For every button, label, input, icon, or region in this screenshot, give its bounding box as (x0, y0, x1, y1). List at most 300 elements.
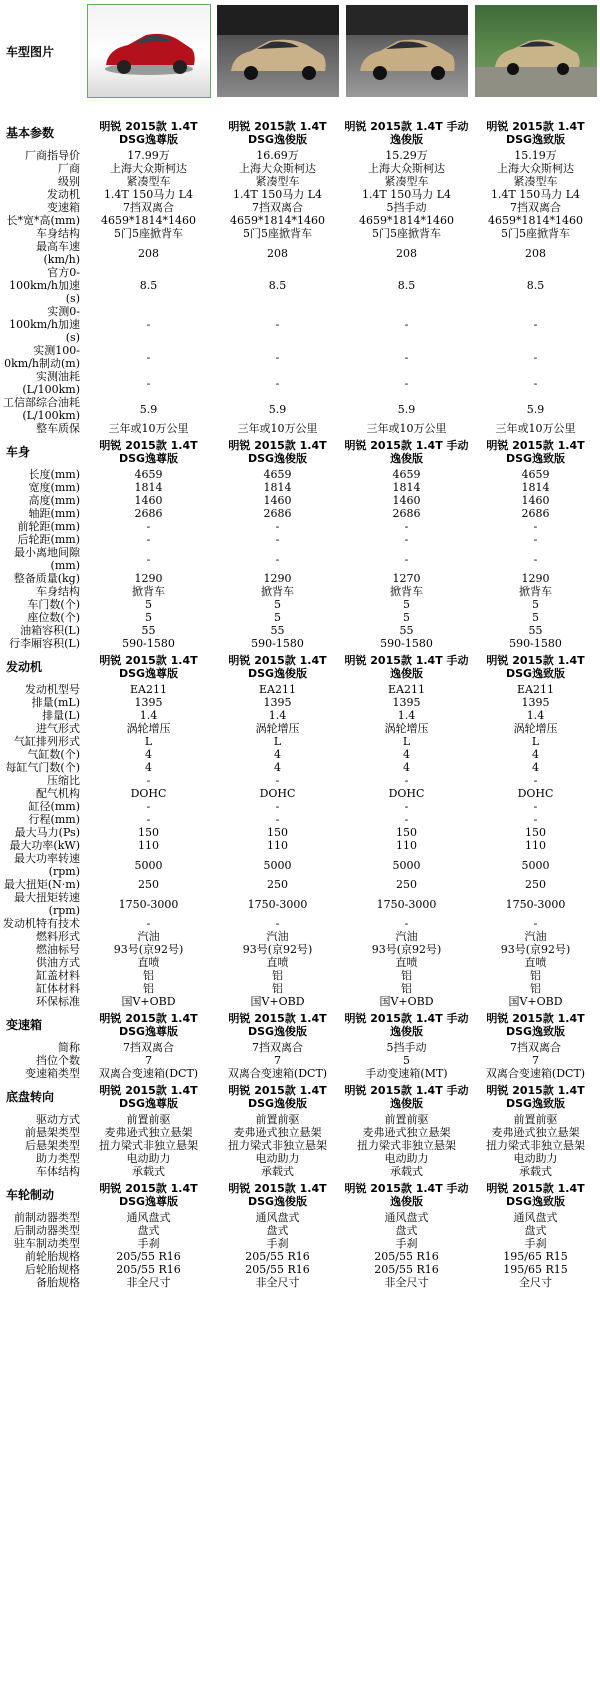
spec-label: 最大功率转速(rpm) (14, 852, 80, 878)
spec-row (0, 396, 600, 422)
spec-value: 紧凑型车 (384, 175, 429, 188)
spec-value: - (275, 552, 280, 566)
spec-value: 7挡双离合 (252, 1041, 303, 1054)
spec-value: 盘式 (395, 1224, 418, 1237)
spec-label: 后悬架类型 (25, 1139, 80, 1152)
model-name-header: 明锐 2015款 1.4T 手动逸俊版 (344, 119, 469, 146)
spec-label: 发动机 (47, 188, 80, 201)
spec-row (0, 422, 600, 435)
spec-label: 宽度(mm) (28, 481, 80, 494)
spec-label: 前轮距(mm) (17, 520, 80, 533)
spec-label: 最高车速(km/h) (36, 240, 80, 266)
spec-value: - (533, 376, 538, 390)
spec-value: 1814 (134, 481, 163, 494)
section-header-row (0, 435, 600, 468)
spec-label: 缸径(mm) (28, 800, 80, 813)
spec-value: - (275, 774, 280, 787)
spec-row (0, 533, 600, 546)
spec-value: 国V+OBD (508, 995, 563, 1008)
spec-row (0, 162, 600, 175)
spec-value: 195/65 R15 (503, 1263, 568, 1276)
spec-value: 205/55 R16 (245, 1250, 310, 1263)
spec-value: 110 (396, 839, 417, 852)
spec-value: 4 (403, 748, 410, 761)
spec-value: 双离合变速箱(DCT) (227, 1067, 328, 1080)
spec-value: 590-1580 (380, 637, 433, 650)
spec-row (0, 188, 600, 201)
model-name-header: 明锐 2015款 1.4T 手动逸俊版 (344, 1083, 469, 1110)
spec-value: 上海大众斯柯达 (368, 162, 445, 175)
spec-label: 缸体材料 (36, 982, 80, 995)
spec-value: 110 (267, 839, 288, 852)
spec-value: 208 (396, 246, 417, 260)
spec-row (0, 982, 600, 995)
spec-value: EA211 (259, 683, 296, 696)
spec-row (0, 774, 600, 787)
spec-value: 1750-3000 (247, 897, 308, 911)
spec-value: - (404, 350, 409, 364)
spec-value: - (533, 917, 538, 930)
spec-row (0, 1224, 600, 1237)
spec-value: 590-1580 (251, 637, 304, 650)
spec-value: 手刹 (266, 1237, 289, 1250)
spec-label: 排量(mL) (31, 696, 80, 709)
spec-value: 93号(京92号) (371, 943, 442, 956)
spec-label: 备胎规格 (36, 1276, 80, 1289)
spec-row (0, 683, 600, 696)
spec-value: - (146, 917, 151, 930)
spec-value: 205/55 R16 (245, 1263, 310, 1276)
spec-value: - (146, 318, 151, 331)
spec-value: 汽油 (266, 930, 289, 943)
spec-value: - (404, 800, 409, 813)
spec-value: 150 (525, 826, 546, 839)
spec-value: 2686 (392, 507, 421, 520)
spec-value: 1460 (521, 494, 550, 507)
spec-value: 4659*1814*1460 (230, 214, 325, 227)
spec-value: 150 (267, 826, 288, 839)
spec-value: 麦弗逊式独立悬架 (362, 1126, 451, 1139)
spec-value: 15.29万 (385, 149, 428, 162)
spec-value: 汽油 (137, 930, 160, 943)
spec-value: 5000 (392, 858, 421, 872)
spec-value: DOHC (388, 787, 425, 800)
spec-label: 发动机型号 (25, 683, 80, 696)
spec-label: 挡位个数 (36, 1054, 80, 1067)
model-name-header: 明锐 2015款 1.4T 手动逸俊版 (344, 653, 469, 680)
spec-value: 承载式 (261, 1165, 294, 1178)
model-name-header: 明锐 2015款 1.4T DSG逸尊版 (99, 1083, 198, 1110)
spec-value: 1395 (392, 696, 421, 709)
spec-value: 双离合变速箱(DCT) (485, 1067, 586, 1080)
spec-value: 直喷 (395, 956, 418, 969)
spec-value: 铝 (401, 982, 412, 995)
spec-value: 电动助力 (126, 1152, 171, 1165)
spec-row (0, 611, 600, 624)
spec-value: 5.9 (139, 402, 158, 416)
spec-value: 5门5座掀背车 (501, 227, 570, 240)
spec-value: 前置前驱 (384, 1113, 429, 1126)
spec-value: 110 (525, 839, 546, 852)
spec-label: 最大功率(kW) (9, 839, 80, 852)
spec-row (0, 1211, 600, 1224)
spec-value: 1395 (134, 696, 163, 709)
spec-value: 国V+OBD (379, 995, 434, 1008)
spec-value: 1.4 (268, 709, 287, 722)
spec-value: 5挡手动 (386, 201, 427, 214)
model-name-header: 明锐 2015款 1.4T DSG逸俊版 (228, 1011, 327, 1038)
spec-value: EA211 (130, 683, 167, 696)
spec-value: 1.4T 150马力 L4 (103, 188, 194, 201)
spec-value: 205/55 R16 (374, 1263, 439, 1276)
spec-row (0, 344, 600, 370)
spec-value: 5.9 (397, 402, 416, 416)
spec-value: 7挡双离合 (123, 1041, 174, 1054)
spec-value: 1.4 (397, 709, 416, 722)
spec-value: 前置前驱 (126, 1113, 171, 1126)
spec-value: 涡轮增压 (384, 722, 429, 735)
spec-value: 上海大众斯柯达 (497, 162, 574, 175)
spec-value: 7 (274, 1054, 281, 1067)
spec-value: 非全尺寸 (255, 1276, 300, 1289)
section-title: 发动机 (6, 660, 43, 674)
spec-value: 盘式 (524, 1224, 547, 1237)
spec-value: - (146, 520, 151, 533)
spec-row (0, 507, 600, 520)
spec-value: 三年或10万公里 (108, 422, 189, 435)
spec-value: - (146, 813, 151, 826)
spec-label: 后轮胎规格 (25, 1263, 80, 1276)
spec-row (0, 761, 600, 774)
spec-value: 直喷 (266, 956, 289, 969)
spec-value: 承载式 (132, 1165, 165, 1178)
spec-value: 三年或10万公里 (237, 422, 318, 435)
spec-value: 麦弗逊式独立悬架 (491, 1126, 580, 1139)
spec-value: 1460 (134, 494, 163, 507)
spec-row (0, 930, 600, 943)
spec-value: 1460 (392, 494, 421, 507)
spec-label: 前制动器类型 (14, 1211, 80, 1224)
spec-value: 电动助力 (384, 1152, 429, 1165)
spec-value: - (275, 533, 280, 546)
spec-value: 非全尺寸 (126, 1276, 171, 1289)
spec-label: 进气形式 (36, 722, 80, 735)
spec-value: 1395 (521, 696, 550, 709)
model-name-header: 明锐 2015款 1.4T DSG逸尊版 (99, 1011, 198, 1038)
spec-label: 车身结构 (36, 227, 80, 240)
spec-label: 实测100-0km/h制动(m) (4, 344, 80, 370)
spec-value: 1290 (263, 572, 292, 585)
spec-value: - (404, 917, 409, 930)
spec-value: 16.69万 (256, 149, 299, 162)
spec-value: 8.5 (526, 279, 545, 292)
spec-value: 5 (403, 1054, 410, 1067)
spec-value: 涡轮增压 (513, 722, 558, 735)
spec-label: 气缸数(个) (27, 748, 80, 761)
section-title: 车轮制动 (6, 1188, 55, 1202)
spec-row (0, 1054, 600, 1067)
spec-value: 扭力梁式非独立悬架 (99, 1139, 198, 1152)
spec-value: 15.19万 (514, 149, 557, 162)
spec-row (0, 266, 600, 305)
spec-value: 5 (145, 611, 152, 624)
spec-value: 4659*1814*1460 (359, 214, 454, 227)
spec-row (0, 494, 600, 507)
spec-value: 4 (145, 748, 152, 761)
spec-value: 1290 (521, 572, 550, 585)
spec-value: - (404, 376, 409, 390)
spec-row (0, 748, 600, 761)
spec-value: 8.5 (139, 279, 158, 292)
spec-label: 厂商指导价 (25, 149, 80, 162)
spec-row (0, 305, 600, 344)
spec-label: 缸盖材料 (36, 969, 80, 982)
spec-value: 盘式 (137, 1224, 160, 1237)
model-name-header: 明锐 2015款 1.4T 手动逸俊版 (344, 1011, 469, 1038)
spec-row (0, 969, 600, 982)
image-row-label: 车型图片 (6, 44, 55, 59)
spec-row (0, 175, 600, 188)
section-title: 底盘转向 (6, 1090, 55, 1104)
spec-value: 通风盘式 (126, 1211, 171, 1224)
spec-value: 1814 (521, 481, 550, 494)
spec-value: 上海大众斯柯达 (239, 162, 316, 175)
spec-row (0, 227, 600, 240)
spec-label: 供油方式 (36, 956, 80, 969)
spec-value: 铝 (272, 969, 283, 982)
spec-value: 208 (138, 246, 159, 260)
spec-value: 三年或10万公里 (495, 422, 576, 435)
spec-row (0, 572, 600, 585)
spec-value: 5 (532, 611, 539, 624)
spec-value: 紧凑型车 (513, 175, 558, 188)
spec-label: 座位数(个) (27, 611, 80, 624)
spec-label: 高度(mm) (28, 494, 80, 507)
model-name-header: 明锐 2015款 1.4T DSG逸俊版 (228, 1181, 327, 1208)
model-name-header: 明锐 2015款 1.4T DSG逸尊版 (99, 438, 198, 465)
spec-value: 涡轮增压 (126, 722, 171, 735)
spec-value: 扭力梁式非独立悬架 (228, 1139, 327, 1152)
spec-label: 车体结构 (36, 1165, 80, 1178)
spec-row (0, 813, 600, 826)
spec-value: DOHC (259, 787, 296, 800)
spec-value: 国V+OBD (121, 995, 176, 1008)
spec-row (0, 956, 600, 969)
car-photo-4 (475, 5, 597, 97)
spec-value: 双离合变速箱(DCT) (98, 1067, 199, 1080)
spec-value: - (533, 520, 538, 533)
spec-value: 4 (532, 761, 539, 774)
spec-value: 590-1580 (122, 637, 175, 650)
spec-value: - (275, 376, 280, 390)
spec-value: 手刹 (395, 1237, 418, 1250)
spec-value: L (402, 735, 411, 748)
spec-row (0, 839, 600, 852)
spec-value: 5000 (263, 858, 292, 872)
spec-value: 4 (403, 761, 410, 774)
spec-label: 气缸排列形式 (14, 735, 80, 748)
spec-value: 2686 (521, 507, 550, 520)
section-header-row (0, 1008, 600, 1041)
spec-row (0, 546, 600, 572)
section-header-row (0, 1080, 600, 1113)
spec-label: 最大扭矩(N·m) (3, 878, 80, 891)
spec-value: 208 (267, 246, 288, 260)
spec-row (0, 995, 600, 1008)
section-title: 车身 (6, 445, 31, 459)
spec-value: 掀背车 (390, 585, 423, 598)
spec-value: 150 (138, 826, 159, 839)
spec-value: 1.4 (526, 709, 545, 722)
spec-value: 5 (532, 598, 539, 611)
spec-label: 实测油耗(L/100km) (22, 370, 80, 396)
spec-row (0, 943, 600, 956)
spec-label: 简称 (58, 1041, 80, 1054)
spec-value: 紧凑型车 (255, 175, 300, 188)
spec-value: 55 (141, 624, 156, 637)
spec-value: 扭力梁式非独立悬架 (486, 1139, 585, 1152)
spec-value: 1814 (263, 481, 292, 494)
spec-row (0, 201, 600, 214)
model-name-header: 明锐 2015款 1.4T 手动逸俊版 (344, 1181, 469, 1208)
spec-row (0, 1067, 600, 1080)
spec-value: 4 (274, 761, 281, 774)
spec-value: 250 (396, 878, 417, 891)
model-name-header: 明锐 2015款 1.4T DSG逸俊版 (228, 653, 327, 680)
spec-value: - (404, 520, 409, 533)
spec-label: 变速箱类型 (25, 1067, 80, 1080)
spec-label: 整备质量(kg) (13, 572, 80, 585)
spec-value: 1290 (134, 572, 163, 585)
model-name-header: 明锐 2015款 1.4T DSG逸致版 (486, 653, 585, 680)
spec-value: - (275, 350, 280, 364)
spec-row (0, 149, 600, 162)
spec-row (0, 800, 600, 813)
spec-row (0, 709, 600, 722)
spec-row (0, 826, 600, 839)
spec-label: 油箱容积(L) (20, 624, 80, 637)
spec-value: 通风盘式 (513, 1211, 558, 1224)
spec-row (0, 1126, 600, 1139)
model-name-header: 明锐 2015款 1.4T DSG逸俊版 (228, 438, 327, 465)
section-header-row (0, 1178, 600, 1211)
spec-value: 盘式 (266, 1224, 289, 1237)
spec-value: - (533, 318, 538, 331)
spec-row (0, 1113, 600, 1126)
spec-value: 4659 (263, 468, 292, 481)
spec-row (0, 891, 600, 917)
spec-value: 汽油 (395, 930, 418, 943)
spec-value: 承载式 (519, 1165, 552, 1178)
spec-value: 5 (145, 598, 152, 611)
model-name-header: 明锐 2015款 1.4T DSG逸尊版 (99, 653, 198, 680)
spec-label: 发动机特有技术 (3, 917, 80, 930)
spec-value: - (146, 350, 151, 364)
spec-row (0, 1237, 600, 1250)
spec-value: 麦弗逊式独立悬架 (233, 1126, 322, 1139)
spec-value: 5 (274, 611, 281, 624)
spec-value: - (533, 350, 538, 364)
spec-value: L (273, 735, 282, 748)
car-photo-1 (87, 4, 211, 98)
section-header-row (0, 116, 600, 149)
model-name-header: 明锐 2015款 1.4T DSG逸致版 (486, 438, 585, 465)
car-photo-2 (217, 5, 339, 97)
spec-value: 1750-3000 (505, 897, 566, 911)
spec-value: 4659 (134, 468, 163, 481)
spec-value: 国V+OBD (250, 995, 305, 1008)
spec-row (0, 214, 600, 227)
spec-value: 通风盘式 (384, 1211, 429, 1224)
spec-value: 5挡手动 (386, 1041, 427, 1054)
spec-value: 手刹 (137, 1237, 160, 1250)
spec-row (0, 722, 600, 735)
spec-value: 205/55 R16 (116, 1263, 181, 1276)
spec-value: L (144, 735, 153, 748)
spec-value: 上海大众斯柯达 (110, 162, 187, 175)
spec-value: 三年或10万公里 (366, 422, 447, 435)
spec-value: 1270 (392, 572, 421, 585)
spec-value: - (275, 318, 280, 331)
spec-label: 最小离地间隙(mm) (14, 546, 80, 572)
spec-value: 5门5座掀背车 (372, 227, 441, 240)
spec-value: 208 (525, 246, 546, 260)
model-name-header: 明锐 2015款 1.4T DSG逸致版 (486, 119, 585, 146)
spec-row (0, 520, 600, 533)
spec-value: 电动助力 (255, 1152, 300, 1165)
spec-label: 燃油标号 (36, 943, 80, 956)
spec-label: 压缩比 (47, 774, 80, 787)
spec-value: 5 (274, 598, 281, 611)
spec-value: 铝 (143, 969, 154, 982)
spec-row (0, 1152, 600, 1165)
spec-label: 排量(L) (42, 709, 80, 722)
spec-value: 5000 (521, 858, 550, 872)
spec-value: - (404, 774, 409, 787)
spec-label: 车门数(个) (27, 598, 80, 611)
spec-value: 电动助力 (513, 1152, 558, 1165)
spec-label: 配气机构 (36, 787, 80, 800)
spec-label: 长*宽*高(mm) (6, 214, 80, 227)
spec-row (0, 1041, 600, 1054)
spec-value: 4659*1814*1460 (101, 214, 196, 227)
spec-value: 手动变速箱(MT) (365, 1067, 448, 1080)
spec-value: 93号(京92号) (242, 943, 313, 956)
spec-value: 通风盘式 (255, 1211, 300, 1224)
spec-value: 250 (525, 878, 546, 891)
spec-value: 铝 (143, 982, 154, 995)
spec-label: 车身结构 (36, 585, 80, 598)
spec-value: - (533, 774, 538, 787)
spec-value: 1750-3000 (118, 897, 179, 911)
spec-label: 行李厢容积(L) (9, 637, 80, 650)
spec-value: 铝 (401, 969, 412, 982)
spec-label: 工信部综合油耗(L/100km) (3, 396, 80, 422)
model-name-header: 明锐 2015款 1.4T DSG逸尊版 (99, 119, 198, 146)
spec-value: 55 (528, 624, 543, 637)
spec-value: 4659 (521, 468, 550, 481)
spec-value: 铝 (530, 982, 541, 995)
spec-value: - (146, 533, 151, 546)
spec-value: 93号(京92号) (500, 943, 571, 956)
spec-label: 级别 (58, 175, 80, 188)
spec-value: 前置前驱 (255, 1113, 300, 1126)
spec-value: 590-1580 (509, 637, 562, 650)
spec-value: - (533, 800, 538, 813)
image-row (0, 0, 600, 102)
spec-row (0, 1276, 600, 1289)
spec-value: 直喷 (137, 956, 160, 969)
